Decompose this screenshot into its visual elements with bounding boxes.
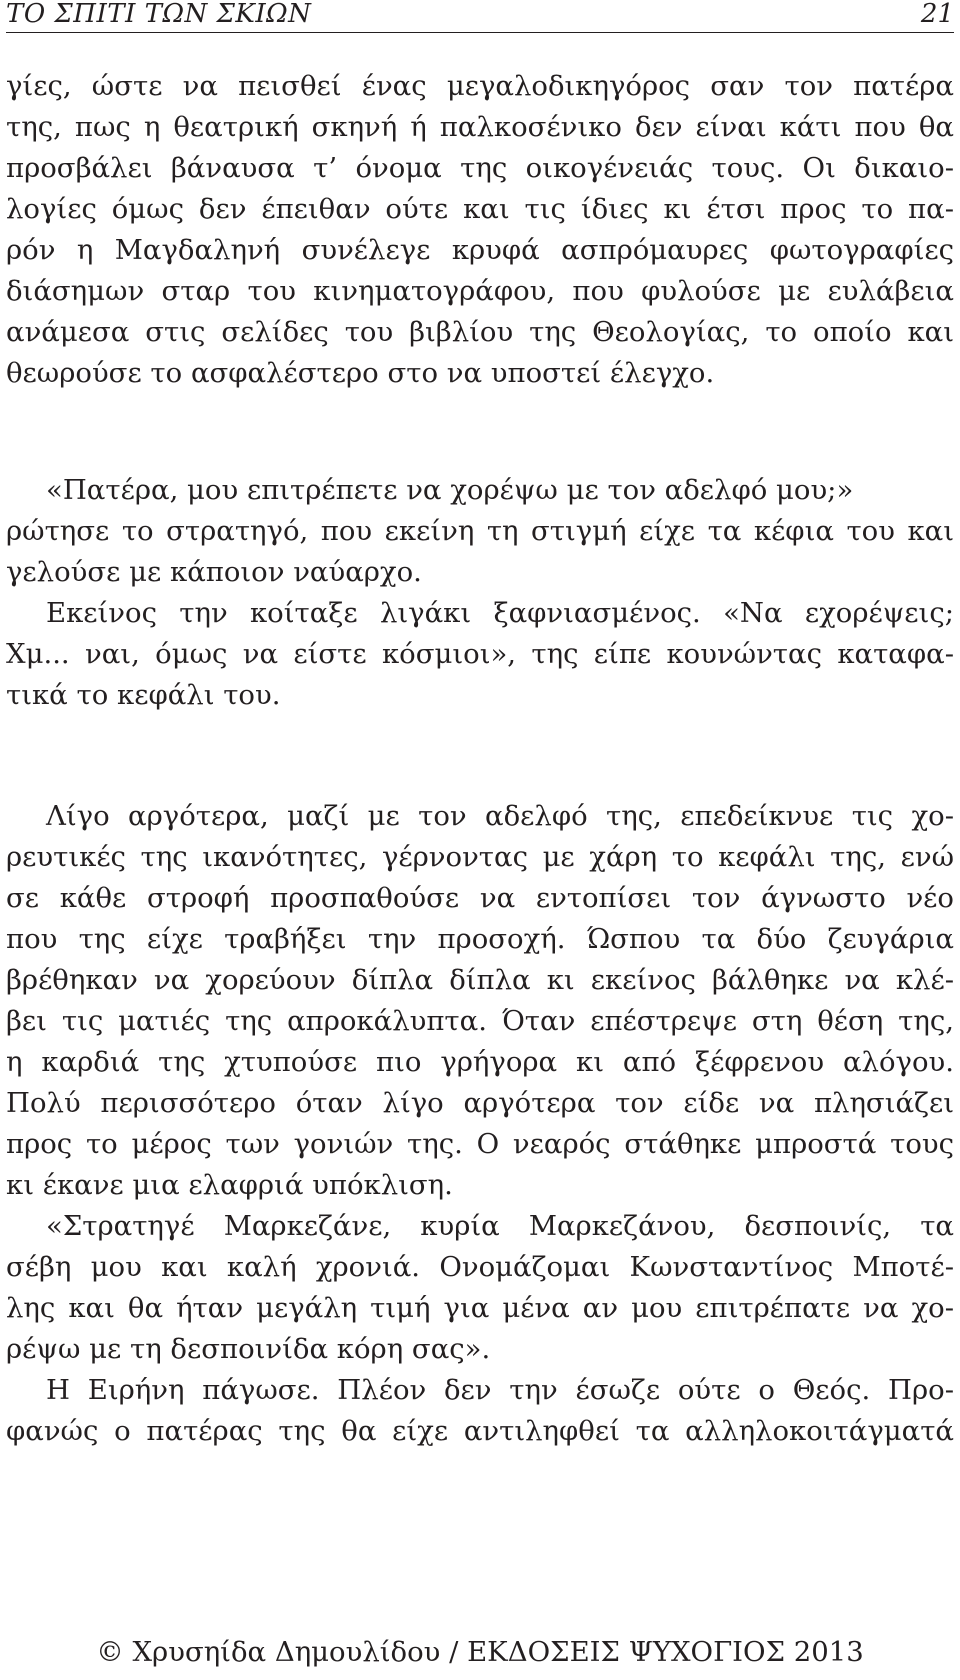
text-line: φανώς ο πατέρας της θα είχε αντιληφθεί τα αλληλοκοιτάγματά	[6, 1415, 954, 1447]
running-header	[6, 0, 954, 33]
text-line: ρώτησε το στρατηγό, που εκείνη τη στιγμή είχε τα κέφια του και	[6, 515, 954, 547]
text-line: βρέθηκαν να χορεύουν δίπλα δίπλα κι εκείνος βάλθηκε να κλέ-	[6, 964, 954, 996]
text-line: τικά το κεφάλι του.	[6, 679, 281, 711]
copyright-footer: © Χρυσηίδα Δημουλίδου / ΕΚΔΟΣΕΙΣ ΨΥΧΟΓΙΟΣ 2013	[96, 1636, 864, 1668]
text-line: της, πως η θεατρική σκηνή ή παλκοσένικο δεν είναι κάτι που θα	[6, 111, 954, 143]
book-title: ΤΟ ΣΠΙΤΙ ΤΩΝ ΣΚΙΩΝ	[6, 0, 312, 29]
text-line: Πολύ περισσότερο όταν λίγο αργότερα τον είδε να πλησιάζει	[6, 1087, 954, 1119]
text-line: ρόν η Μαγδαληνή συνέλεγε κρυφά ασπρόμαυρες φωτογραφίες	[6, 234, 954, 266]
text-line: βει τις ματιές της απροκάλυπτα. Όταν επέστρεψε στη θέση της,	[6, 1005, 954, 1037]
text-line: κι έκανε μια ελαφριά υπόκλιση.	[6, 1169, 453, 1201]
text-line: Χμ... ναι, όμως να είστε κόσμιοι», της είπε κουνώντας καταφα-	[6, 638, 954, 670]
text-line: γελούσε με κάποιον ναύαρχο.	[6, 556, 422, 588]
text-line: ρευτικές της ικανότητες, γέρνοντας με χάρη το κεφάλι της, ενώ	[6, 841, 954, 873]
text-line: Η Ειρήνη πάγωσε. Πλέον δεν την έσωζε ούτε ο Θεός. Προ-	[46, 1374, 954, 1406]
text-line: «Πατέρα, μου επιτρέπετε να χορέψω με τον αδελφό μου;»	[46, 474, 854, 506]
text-line: Λίγο αργότερα, μαζί με τον αδελφό της, επεδείκνυε τις χο-	[46, 800, 954, 832]
text-line: σέβη μου και καλή χρονιά. Ονομάζομαι Κωνσταντίνος Μποτέ-	[6, 1251, 954, 1283]
text-line: λογίες όμως δεν έπειθαν ούτε και τις ίδιες κι έτσι προς το πα-	[6, 193, 954, 225]
text-line: λης και θα ήταν μεγάλη τιμή για μένα αν μου επιτρέπατε να χο-	[6, 1292, 954, 1324]
text-line: η καρδιά της χτυπούσε πιο γρήγορα κι από ξέφρενου αλόγου.	[6, 1046, 954, 1078]
text-line: σε κάθε στροφή προσπαθούσε να εντοπίσει τον άγνωστο νέο	[6, 882, 954, 914]
text-line: Εκείνος την κοίταξε λιγάκι ξαφνιασμένος. «Να εχορέψεις;	[46, 597, 954, 629]
text-line: προσβάλει βάναυσα τ’ όνομα της οικογένειάς τους. Οι δικαιο-	[6, 152, 954, 184]
text-line: γίες, ώστε να πεισθεί ένας μεγαλοδικηγόρος σαν τον πατέρα	[6, 70, 954, 102]
text-line: ανάμεσα στις σελίδες του βιβλίου της Θεολογίας, το οποίο και	[6, 316, 954, 348]
text-line: προς το μέρος των γονιών της. Ο νεαρός στάθηκε μπροστά τους	[6, 1128, 954, 1160]
text-line: που της είχε τραβήξει την προσοχή. Ώσπου τα δύο ζευγάρια	[6, 923, 954, 955]
page-number: 21	[920, 0, 954, 29]
text-line: «Στρατηγέ Μαρκεζάνε, κυρία Μαρκεζάνου, δεσποινίς, τα	[46, 1210, 954, 1242]
text-line: ρέψω με τη δεσποινίδα κόρη σας».	[6, 1333, 491, 1365]
text-line: θεωρούσε το ασφαλέστερο στο να υποστεί έλεγχο.	[6, 357, 715, 389]
text-line: διάσημων σταρ του κινηματογράφου, που φυλούσε με ευλάβεια	[6, 275, 954, 307]
